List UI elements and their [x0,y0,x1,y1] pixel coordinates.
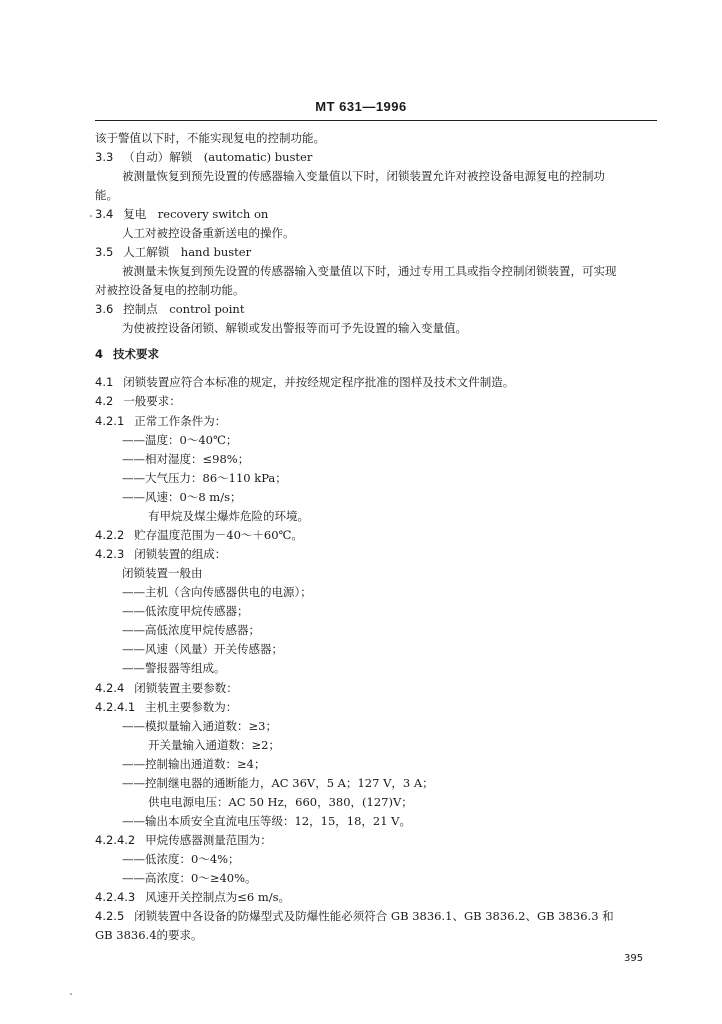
line-text: 主机主要参数为： [145,700,238,714]
text-line [122,167,605,185]
line-text: ——控制输出通道数：≥4； [122,757,266,771]
text-line [122,262,617,280]
text-line [122,812,411,830]
clause-line [95,526,303,544]
text-line [95,186,118,204]
line-text: ——警报器等组成。 [122,661,226,675]
clause-line [95,888,290,906]
line-text: GB 3836.4的要求。 [95,928,203,942]
line-text: 复电 recovery switch on [123,207,269,221]
text-line [148,793,413,811]
line-text: ——高浓度：0～≥40%。 [122,871,257,885]
clause-number: 4.1 [95,375,114,389]
line-text: 控制点 control point [123,302,245,316]
text-line [122,717,277,735]
header-rule [95,120,657,121]
clause-number: 4.2.4.1 [95,700,136,714]
text-line [122,450,249,468]
text-line [122,659,226,677]
clause-number: 4.2.4.3 [95,890,136,904]
text-line [95,129,325,147]
clause-number: 3.5 [95,245,114,259]
text-line [122,755,265,773]
line-text: 该于警值以下时，不能实现复电的控制功能。 [95,131,325,145]
line-text: ——高低浓度甲烷传感器； [122,623,260,637]
clause-line [95,412,226,430]
line-text: 为使被控设备闭锁、解锁或发出警报等而可予先设置的输入变量值。 [122,321,467,335]
clause-line [95,545,226,563]
line-text: 闭锁装置中各设备的防爆型式及防爆性能必须符合 GB 3836.1、GB 3836.2、GB 3836.3 和 [134,909,614,923]
line-text: ——模拟量输入通道数：≥3； [122,719,277,733]
line-text: 闭锁装置的组成： [134,547,227,561]
line-text: 对被控设备复电的控制功能。 [95,283,245,297]
line-text: 被测量未恢复到预先设置的传感器输入变量值以下时，通过专用工具或指令控制闭锁装置，可实现 [122,264,617,278]
clause-number: 4.2.3 [95,547,125,561]
clause-line [95,907,614,925]
text-line [122,640,283,658]
page-number: 395 [624,953,644,964]
line-text: （自动）解锁 (automatic) buster [123,150,313,164]
clause-number: 4 [95,347,104,361]
text-line [148,507,309,525]
line-text: 供电电源电压：AC 50 Hz，660，380，(127)V； [148,795,413,809]
scan-speck [70,993,72,995]
line-text: ——低浓度：0～4%； [122,852,240,866]
clause-number: 4.2.2 [95,528,125,542]
clause-number: 3.6 [95,302,114,316]
standard-header: MT 631—1996 [315,99,407,114]
text-line [122,602,249,620]
line-text: 能。 [95,188,118,202]
line-text: 被测量恢复到预先设置的传感器输入变量值以下时，闭锁装置允许对被控设备电源复电的控制功 [122,169,605,183]
line-text: 贮存温度范围为－40～＋60℃。 [134,528,303,542]
line-text: ——相对湿度：≤98%； [122,452,250,466]
line-text: ——低浓度甲烷传感器； [122,604,249,618]
line-text: 正常工作条件为： [134,414,227,428]
text-line [122,488,241,506]
clause-line [95,392,181,410]
line-text: 技术要求 [113,347,160,361]
text-line [122,869,257,887]
clause-line [95,205,268,223]
clause-line [95,679,238,697]
text-line [122,224,295,242]
clause-number: 4.2.4 [95,681,125,695]
clause-number: 3.3 [95,150,114,164]
text-line [148,736,280,754]
text-line [122,774,434,792]
text-line [95,926,203,944]
clause-line [95,698,237,716]
clause-number: 4.2.1 [95,414,125,428]
clause-number: 3.4 [95,207,114,221]
line-text: 有甲烷及煤尘爆炸危险的环境。 [148,509,309,523]
text-line [122,431,237,449]
scan-speck [90,215,92,217]
text-line [122,319,467,337]
clause-line [95,373,514,391]
line-text: 一般要求： [123,394,181,408]
clause-line [95,831,272,849]
line-text: 闭锁装置应符合本标准的规定，并按经规定程序批准的图样及技术文件制造。 [123,375,515,389]
line-text: ——风速（风量）开关传感器； [122,642,283,656]
clause-line [95,300,244,318]
text-line [122,564,203,582]
line-text: ——控制继电器的通断能力，AC 36V，5 A；127 V，3 A； [122,776,434,790]
line-text: 闭锁装置主要参数： [134,681,238,695]
line-text: ——输出本质安全直流电压等级：12，15，18，21 V。 [122,814,411,828]
line-text: ——大气压力：86～110 kPa； [122,471,287,485]
clause-line [95,148,312,166]
line-text: 风速开关控制点为≤6 m/s。 [145,890,291,904]
text-line [95,281,245,299]
clause-number: 4.2 [95,394,114,408]
line-text: 开关量输入通道数：≥2； [148,738,280,752]
clause-number: 4.2.4.2 [95,833,136,847]
text-line [122,621,260,639]
line-text: 闭锁装置一般由 [122,566,203,580]
text-line [122,469,287,487]
line-text: 甲烷传感器测量范围为： [145,833,272,847]
text-line [122,850,240,868]
clause-line [95,243,251,261]
line-text: ——主机（含向传感器供电的电源）； [122,585,312,599]
line-text: ——风速：0～8 m/s； [122,490,242,504]
line-text: 人工对被控设备重新送电的操作。 [122,226,295,240]
clause-number: 4.2.5 [95,909,125,923]
line-text: ——温度：0～40℃； [122,433,238,447]
clause-line [95,345,159,363]
line-text: 人工解锁 hand buster [123,245,252,259]
text-line [122,583,312,601]
